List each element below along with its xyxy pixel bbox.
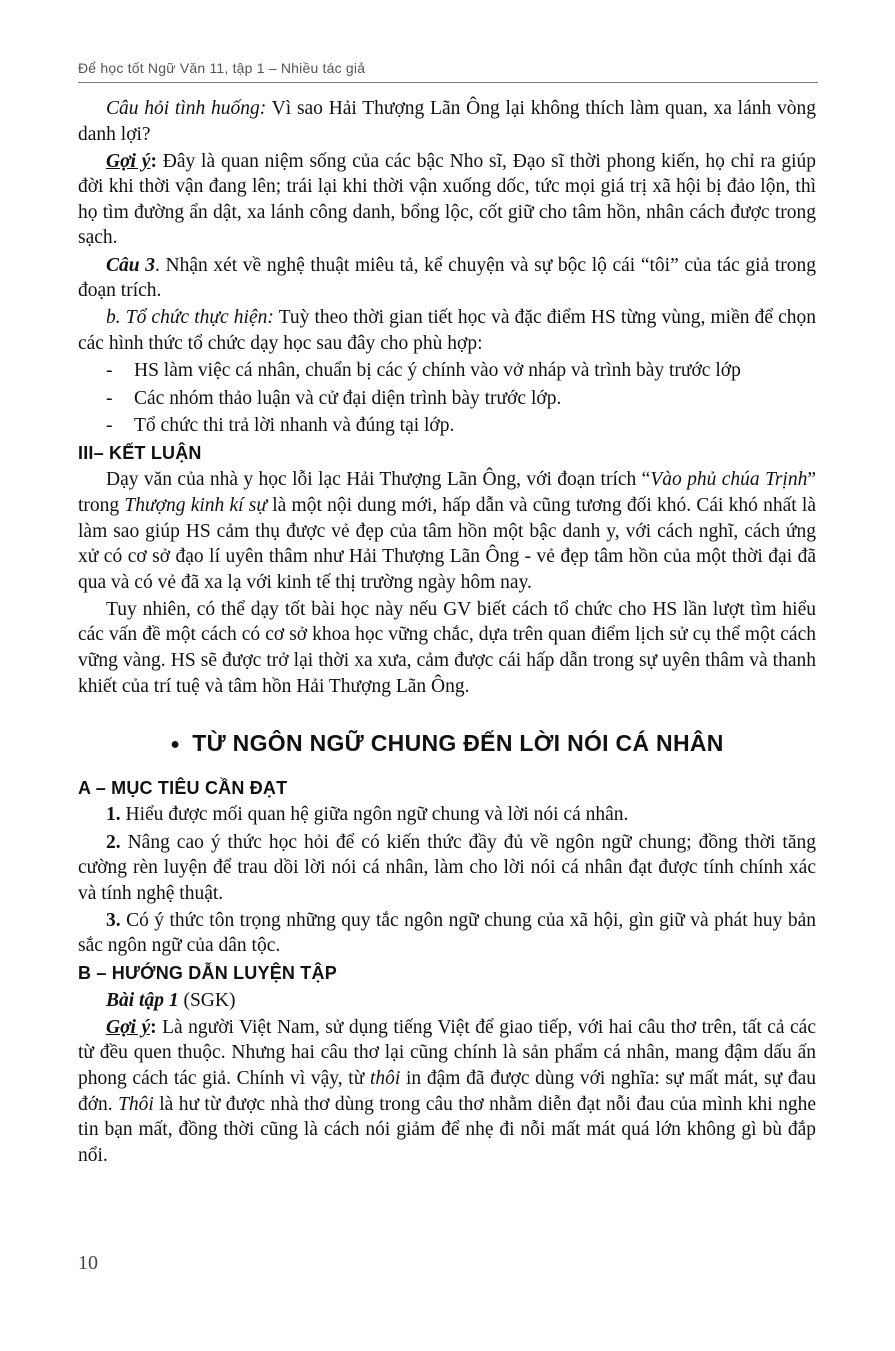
objective-number: 2.: [106, 831, 121, 853]
question-3: [78, 253, 816, 304]
situation-question-label: Câu hỏi tình huống:: [106, 98, 267, 119]
exercise-1-hint: [78, 1015, 816, 1169]
organization-label: b. Tổ chức thực hiện:: [106, 307, 274, 329]
conclusion-paragraph-1: [78, 467, 816, 595]
list-item-text: HS làm việc cá nhân, chuẩn bị các ý chính vào vở nháp và trình bày trước lớp: [134, 359, 741, 381]
question-3-label: Câu 3: [106, 254, 155, 276]
objective-text: Hiểu được mối quan hệ giữa ngôn ngữ chung và lời nói cá nhân.: [120, 804, 629, 826]
hint-label: Gợi ý: [106, 150, 151, 172]
exercise-1-heading: [78, 988, 816, 1014]
page-content: [78, 96, 816, 1170]
objective-number: 1.: [106, 804, 121, 826]
text-run: ” trong: [78, 469, 816, 516]
text-run: là một nội dung mới, hấp dẫn và cũng tương đối khó. Cái khó nhất là làm sao giúp HS cảm thụ được vẻ đẹp của tâm hồn một bậc danh y, với cách nghĩ, cách ứng xử có cơ sở đạo lí uyên thâm như Hải Thượng Lãn Ông - vẻ đẹp tâm hồn của một thời đại đã qua và có vẻ đã xa lạ với kinh tế thị trường ngày hôm nay.: [78, 494, 816, 593]
organization-paragraph: [78, 305, 816, 356]
objective-3: [78, 908, 816, 959]
list-item: [78, 413, 816, 439]
text-run: in đậm đã được dùng với nghĩa: sự mất mát, sự đau đớn.: [78, 1067, 817, 1115]
hint-colon: :: [150, 150, 157, 172]
objective-text: Nâng cao ý thức học hỏi để có kiến thức đầy đủ về ngôn ngữ chung; đồng thời tăng cường rèn luyện để trau dồi lời nói cá nhân, làm cho lời nói cá nhân đạt được tính chính xác và tính nghệ thuật.: [78, 831, 816, 904]
section-heading-conclusion: III– KẾT LUẬN: [78, 442, 202, 463]
question-3-text: . Nhận xét về nghệ thuật miêu tả, kể chuyện và sự bộc lộ cái “tôi” của tác giả trong đoạn trích.: [78, 254, 816, 302]
header-rule: [78, 82, 818, 83]
text-run: Là người Việt Nam, sử dụng tiếng Việt để giao tiếp, với hai câu thơ trên, tất cả các từ đều quen thuộc. Nhưng hai câu thơ lại cũng chính là sản phẩm cá nhân, mang đậm dấu ấn phong cách tác giả. Chính vì vậy, từ: [78, 1016, 816, 1089]
text-run: là hư từ được nhà thơ dùng trong câu thơ nhằm diễn đạt nỗi đau của mình khi nghe tin bạn mất, đồng thời cũng là cách nói giảm để nhẹ đi nỗi mất mát quá lớn không gì bù đắp nổi.: [78, 1093, 816, 1166]
work-title: Vào phủ chúa Trịnh: [650, 469, 808, 491]
lesson-title-text: TỪ NGÔN NGỮ CHUNG ĐẾN LỜI NÓI CÁ NHÂN: [192, 730, 724, 757]
objective-text: Có ý thức tôn trọng những quy tắc ngôn ngữ chung của xã hội, gìn giữ và phát huy bản sắc ngôn ngữ của dân tộc.: [78, 909, 816, 957]
objective-2: [78, 830, 816, 907]
objective-1: [78, 802, 816, 828]
list-item: [78, 358, 816, 384]
emphasized-word: thôi: [369, 1067, 401, 1089]
dash-marker: -: [106, 415, 113, 437]
situation-question: [78, 96, 816, 147]
conclusion-paragraph-2: Tuy nhiên, có thể dạy tốt bài học này nếu GV biết cách tổ chức cho HS lần lượt tìm hiểu các vấn đề một cách có cơ sở khoa học vững chắc, dựa trên quan điểm lịch sử cụ thể một cách vững vàng. HS sẽ được trở lại thời xa xưa, cảm được cái hấp dẫn trong sự uyên thâm và thanh khiết của trí tuệ và tâm hồn Hải Thượng Lãn Ông.: [78, 598, 816, 697]
organization-text: Tuỳ theo thời gian tiết học và đặc điểm HS từng vùng, miền để chọn các hình thức tổ chức dạy học sau đây cho phù hợp:: [78, 307, 816, 354]
bullet-icon: ●: [170, 736, 181, 754]
list-item-text: Các nhóm thảo luận và cử đại diện trình bày trước lớp.: [134, 387, 562, 409]
hint-label: Gợi ý: [106, 1016, 151, 1038]
list-item: [78, 386, 816, 412]
situation-question-text: Vì sao Hải Thượng Lãn Ông lại không thích làm quan, xa lánh vòng danh lợi?: [78, 98, 816, 145]
text-run: Dạy văn của nhà y học lỗi lạc Hải Thượng Lãn Ông, với đoạn trích “: [106, 469, 651, 491]
hint-colon: :: [150, 1016, 157, 1038]
method-list: [78, 358, 816, 439]
hint-text: Đây là quan niệm sống của các bậc Nho sĩ, Đạo sĩ thời phong kiến, họ chỉ ra giúp đời khi thời vận đang lên; trái lại khi thời vận xuống dốc, tức mọi giá trị xã hội bị đảo lộn, thì họ tìm đường ẩn dật, xa lánh công danh, bổng lộc, cốt giữ cho tâm hồn, nhân cách được trong sạch.: [78, 150, 816, 249]
exercise-1-source: (SGK): [178, 989, 236, 1011]
lesson-title: [78, 731, 816, 758]
objective-number: 3.: [106, 909, 121, 931]
page-number: 10: [78, 1252, 98, 1274]
book-title: Thượng kinh kí sự: [124, 494, 268, 516]
section-heading-objectives: A – MỤC TIÊU CẦN ĐẠT: [78, 777, 288, 798]
dash-marker: -: [106, 359, 113, 381]
dash-marker: -: [106, 387, 113, 409]
exercise-1-label: Bài tập 1: [106, 989, 179, 1011]
emphasized-word: Thôi: [118, 1093, 154, 1115]
list-item-text: Tổ chức thi trả lời nhanh và đúng tại lớp.: [134, 415, 455, 437]
running-header: Để học tốt Ngữ Văn 11, tập 1 – Nhiều tác giả: [78, 60, 366, 76]
hint-paragraph: [78, 149, 816, 251]
section-heading-practice: B – HƯỚNG DẪN LUYỆN TẬP: [78, 963, 337, 984]
